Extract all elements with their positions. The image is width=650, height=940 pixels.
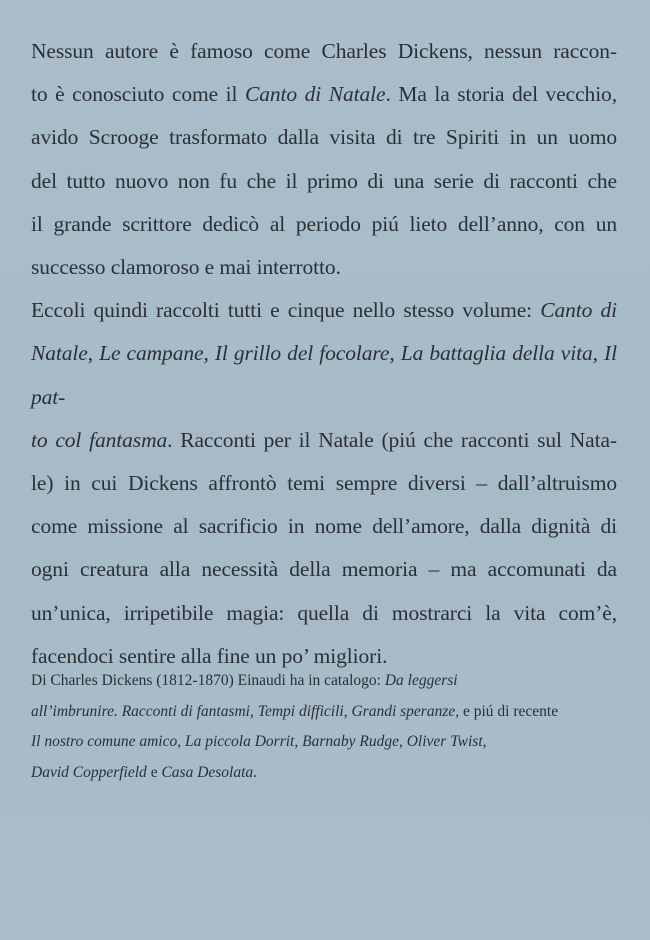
blurb-text-run: avido Scrooge trasformato dalla visita di tre Spiriti in un uomo: [31, 125, 617, 150]
blurb-line: [31, 246, 617, 289]
blurb-line: [31, 73, 617, 116]
book-title: Oliver Twist: [406, 733, 483, 750]
book-title: Il nostro comune amico: [31, 733, 178, 750]
blurb-text-run: Nessun autore è famoso come Charles Dickens, nessun raccon-: [31, 39, 617, 63]
book-title: Il pat-: [31, 341, 617, 409]
blurb-text-run: . Racconti per il Natale (piú che racconti sul Nata-: [167, 427, 617, 452]
blurb-line: [31, 30, 617, 73]
blurb-text-run: le) in cui Dickens affrontò temi sempre diversi – dall’altruismo: [31, 471, 617, 496]
book-title: David Copperfield: [31, 763, 147, 781]
blurb-text-run: il grande scrittore dedicò al periodo piú lieto dell’anno, con un: [31, 211, 617, 236]
catalog-text-run: .: [253, 763, 258, 781]
blurb-line: [31, 505, 617, 548]
catalog-line: [31, 666, 631, 697]
blurb-text-run: ,: [592, 341, 605, 366]
book-title: Casa Desolata: [161, 763, 254, 781]
catalog-text-run: ,: [250, 702, 258, 720]
blurb-line: [31, 462, 617, 505]
blurb-text-run: un’unica, irripetibile magia: quella di mostrarci la vita com’è,: [31, 600, 617, 625]
blurb-text-run: to è conosciuto come il: [31, 82, 245, 107]
catalog-line: [31, 697, 631, 728]
book-title: all’imbrunire. Racconti di fantasmi: [31, 702, 250, 720]
catalog-note: [31, 666, 631, 788]
blurb-text-run: del tutto nuovo non fu che il primo di una serie di racconti che: [31, 168, 617, 193]
book-title: to col fantasma: [31, 427, 168, 452]
blurb-text-run: ,: [203, 341, 215, 366]
blurb-text-run: ,: [87, 341, 100, 366]
book-title: Tempi difficili: [257, 702, 344, 720]
blurb-text-run: Eccoli quindi raccolti tutti e cinque nello stesso volume:: [31, 298, 541, 323]
blurb-text-run: come missione al sacrificio in nome dell’amore, dalla dignità di: [31, 514, 617, 539]
catalog-text-run: ,: [482, 733, 487, 750]
blurb-text-run: facendoci sentire alla fine un po’ migliori.: [31, 643, 388, 668]
catalog-text-run: ,: [398, 733, 407, 750]
blurb-text-run: ,: [389, 341, 401, 366]
catalog-text-run: , e piú di recente: [455, 702, 559, 720]
catalog-text-run: ,: [177, 733, 185, 750]
book-title-canto-di-natale: Canto di Natale: [244, 82, 386, 107]
catalog-line: [31, 727, 631, 758]
blurb-line: [31, 419, 617, 462]
blurb-paragraph-1: [31, 30, 617, 289]
book-title: Barnaby Rudge: [302, 733, 399, 750]
blurb-line: [31, 592, 617, 635]
blurb-line: [31, 160, 617, 203]
blurb-line: [31, 203, 617, 246]
catalog-text-run: Di Charles Dickens (1812-1870) Einaudi ha in catalogo:: [31, 672, 385, 689]
blurb-text-run: successo clamoroso e mai interrotto.: [31, 255, 341, 280]
blurb-text: [31, 30, 617, 678]
book-title: Natale: [31, 341, 88, 366]
blurb-line: [31, 289, 617, 332]
blurb-line: [31, 116, 617, 159]
catalog-text-run: ,: [294, 733, 303, 750]
blurb-line: [31, 548, 617, 591]
book-title: Canto di: [540, 298, 617, 323]
blurb-line: [31, 332, 617, 418]
book-title: La battaglia della vita: [400, 341, 593, 366]
book-title: Il grillo del focolare: [214, 341, 390, 366]
catalog-text-run: ,: [343, 702, 352, 720]
blurb-paragraph-2: [31, 289, 617, 678]
book-title: La piccola Dorrit: [184, 733, 295, 750]
blurb-text-run: ogni creatura alla necessità della memoria – ma accomunati da: [31, 557, 617, 582]
book-title: Le campane: [99, 341, 204, 366]
book-title: Da leggersi: [384, 672, 458, 689]
blurb-text-run: . Ma la storia del vecchio,: [385, 82, 617, 107]
catalog-text-run: e: [146, 763, 162, 781]
catalog-line: [31, 758, 631, 789]
book-title: Grandi speranze: [351, 702, 456, 720]
